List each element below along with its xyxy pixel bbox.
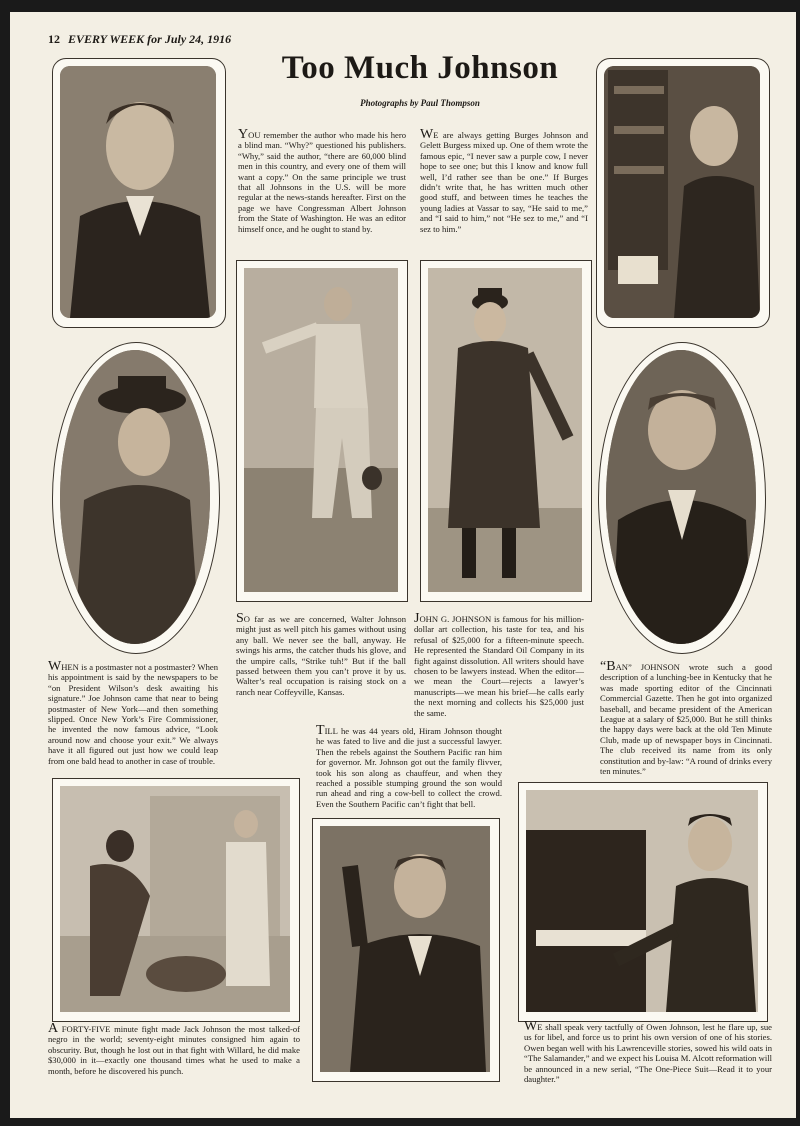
photo-john-g-johnson (428, 268, 582, 592)
article-owen-johnson (524, 1019, 772, 1085)
dropcap: W (48, 659, 62, 674)
dropcap: W (420, 127, 434, 142)
article-joe-johnson (48, 659, 218, 766)
article-text: E are always getting Burges Johnson and Gelett Burgess mixed up. One of them wrote the famous epic, “I never saw a purple cow, I never hope to see one; but this I know and know full well, I’d rather see than be one.” If Burges didn’t write that, he has written much other good stuff, and between times he teaches the young ladies at Vassar to say, “He said to me,” and “I said to him,” not “He sez to me,” and “I sez to him.” (420, 130, 588, 234)
article-text: ILL he was 44 years old, Hiram Johnson thought he was fated to live and die just a successful lawyer. Then the rebels against the Southern Pacific ran him for governor. Mr. Johnson got out the family flivver, took his son along as chauffeur, and when they reached a possible stumping ground the son would run ahead and ring a cow-bell to collect the crowd. Even the Southern Pacific can’t fight that bell. (316, 726, 502, 809)
photo-albert-johnson (60, 66, 216, 318)
article-john-g-johnson (414, 611, 584, 718)
dropcap: T (316, 723, 325, 738)
photo-burges-johnson (604, 66, 760, 318)
dropcap: A (48, 1021, 59, 1036)
article-text: AN” JOHNSON wrote such a good description of a lunching-bee in Kentucky that he was made sporting editor of the Cincinnati Commercial Gazette. Then he got into organized baseball, and became president of the American League at a salary of $25,000. But he still thinks the happy days were back at the old Ten Minute Club, made up of newspaper boys in Cincinnati. The club received its name from its only constitution and by-law: “A round of drinks every ten minutes.” (600, 662, 772, 777)
article-text: FORTY-FIVE minute fight made Jack Johnson the most talked-of negro in the world; seventy-eight minutes consigned him again to obscurity. But, though he lost out in that fight with Willard, he did make $30,000 in it—exactly one thousand times what he used to make a month, before he discovered his punch. (48, 1024, 300, 1076)
article-text: E shall speak very tactfully of Owen Johnson, lest he flare up, sue us for libel, and force us to print his own version of one of his stories. Owen began well with his Lawrenceville stories, sowed his wild oats in “The Salamander,” and we expect his Louisa M. Alcott reformation will be announced in a new serial, “The One-Piece Suit—Read it to your daughter.” (524, 1022, 772, 1085)
magazine-page (10, 12, 796, 1118)
article-jack-johnson (48, 1021, 300, 1076)
publication-date-line: EVERY WEEK for July 24, 1916 (68, 32, 232, 46)
article-burges-johnson (420, 127, 588, 234)
page-title: Too Much Johnson (281, 50, 559, 86)
article-text: OHN G. JOHNSON is famous for his million-dollar art collection, his taste for tea, and his refusal of $25,000 for a fifteen-minute speech. He represented the Standard Oil Company in its fight against dissolution. All writers should have chosen to be lawyers instead. When the editor—we mean the Court—rejects a lawyer’s manuscripts—we mean his brief—he calls early the next morning and collects his $25,000 just the same. (414, 614, 584, 718)
photo-owen-johnson (526, 790, 758, 1012)
photo-hiram-johnson (320, 826, 490, 1072)
article-walter-johnson (236, 611, 406, 697)
article-ban-johnson (600, 659, 772, 777)
page-number: 12 (48, 32, 60, 46)
photo-joe-johnson (60, 350, 210, 644)
article-albert-johnson (238, 127, 406, 234)
article-text: O far as we are concerned, Walter Johnson might just as well pitch his games without using any ball. We never see the ball, anyway. He swings his arms, the catcher thuds his glove, and the umpire calls, “Strike tuh!” But if the ball passed between them you can’t prove it by us. Walter’s real occupation is raising stock on a ranch near Coffeyville, Kansas. (236, 614, 406, 697)
photo-jack-johnson (60, 786, 290, 1012)
dropcap: W (524, 1019, 538, 1034)
article-hiram-johnson (316, 723, 502, 809)
photo-credit: Photographs by Paul Thompson (360, 98, 480, 108)
dropcap: J (414, 611, 420, 626)
dropcap: S (236, 611, 244, 626)
article-text: OU remember the author who made his hero a blind man. “Why?” questioned his publishers. “Why,” said the author, “there are 60,000 blind men in this country, and every one of them will want a copy.” On the same principle we trust that all Johnsons in the U.S. will be more regular at the news-stands hereafter. First on the page we have Congressman Albert Johnson from the State of Washington. He was an editor himself once, and he ought to stand by. (238, 130, 406, 234)
article-text: HEN is a postmaster not a postmaster? When his appointment is said by the newspapers to be “on President Wilson’s desk awaiting his signature.” Joe Johnson came that near to being postmaster of New York—and then something slipped. Once New York’s Fire Commissioner, he invented the now famous advice, “Look around now and choose your exit.” We always have it all figured out just how we could leap from one bald head to another in case of trouble. (48, 662, 218, 766)
photo-ban-johnson (606, 350, 756, 644)
dropcap: Y (238, 127, 249, 142)
dropcap: “B (600, 659, 616, 674)
photo-walter-johnson (244, 268, 398, 592)
running-head (48, 32, 231, 47)
